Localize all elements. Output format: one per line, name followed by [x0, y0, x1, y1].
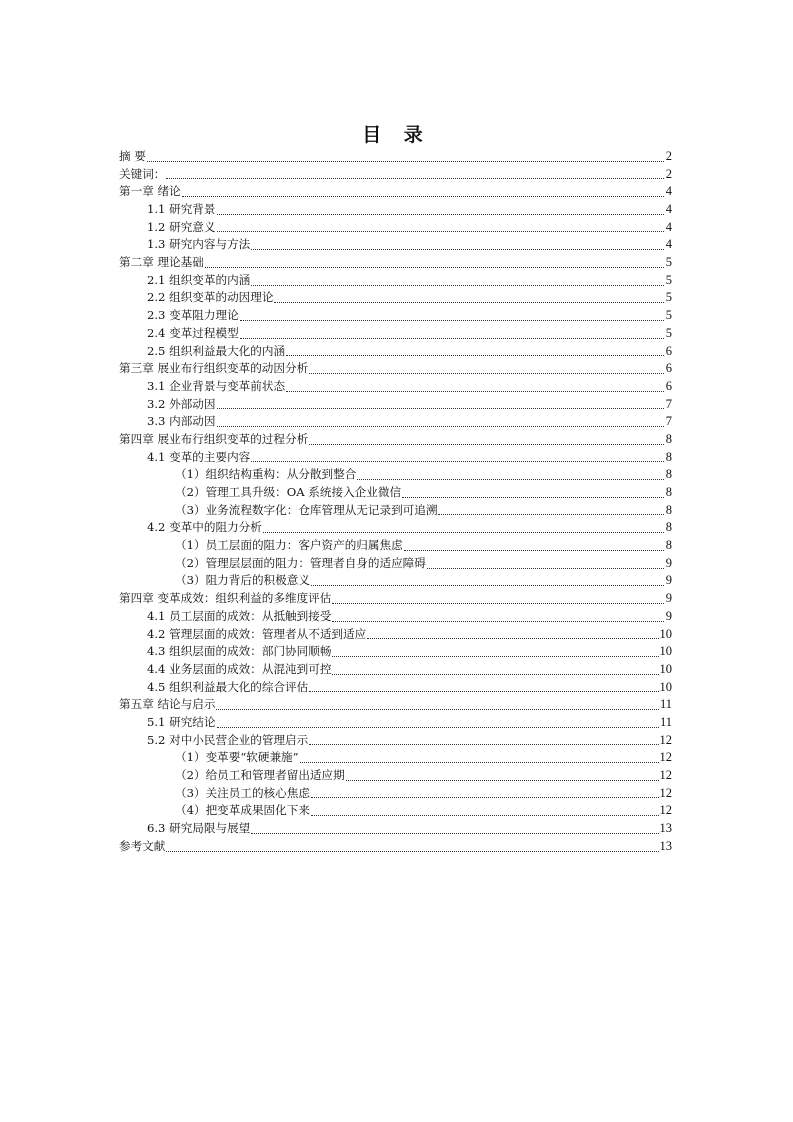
toc-entry-page-number: 8	[665, 520, 672, 535]
toc-entry[interactable]	[119, 484, 672, 502]
toc-entry[interactable]	[119, 838, 672, 856]
toc-entry[interactable]	[119, 201, 672, 219]
toc-entry-label: 3.3 内部动因	[147, 414, 216, 429]
dot-leader	[217, 219, 665, 237]
toc-entry-label: （2）给员工和管理者留出适应期	[175, 768, 345, 783]
dot-leader	[166, 838, 658, 856]
toc-entry[interactable]	[119, 643, 672, 661]
toc-entry-label: 4.1 变革的主要内容	[147, 449, 251, 464]
toc-entry-label: 第四章 展业布行组织变革的过程分析	[119, 431, 309, 446]
toc-title: 目 录	[362, 124, 431, 146]
dot-leader	[332, 608, 664, 626]
toc-entry[interactable]	[119, 325, 672, 343]
toc-entry[interactable]	[119, 555, 672, 573]
toc-entry-page-number: 8	[665, 485, 672, 500]
toc-entry-page-number: 13	[659, 821, 672, 836]
toc-entry-label: 2.5 组织利益最大化的内涵	[147, 343, 286, 358]
toc-entry[interactable]	[119, 431, 672, 449]
toc-entry[interactable]	[119, 290, 672, 308]
toc-entry[interactable]	[119, 166, 672, 184]
toc-entry-page-number: 11	[659, 697, 672, 712]
dot-leader	[147, 148, 664, 166]
toc-entry-page-number: 10	[659, 644, 672, 659]
toc-entry-page-number: 9	[665, 555, 672, 570]
toc-entry-page-number: 7	[665, 396, 672, 411]
toc-entry-page-number: 12	[659, 750, 672, 765]
toc-entry-label: 参考文献	[119, 838, 166, 853]
toc-entry-label: 3.2 外部动因	[147, 396, 216, 411]
toc-entry-page-number: 4	[665, 237, 672, 252]
dot-leader	[309, 431, 664, 449]
toc-entry-page-number: 5	[665, 290, 672, 305]
toc-entry-page-number: 5	[665, 308, 672, 323]
dot-leader	[217, 396, 665, 414]
dot-leader	[309, 732, 658, 750]
toc-entry-page-number: 5	[665, 272, 672, 287]
toc-entry-label: 1.2 研究意义	[147, 219, 216, 234]
toc-entry-label: （1）组织结构重构：从分散到整合	[175, 467, 357, 482]
dot-leader	[367, 626, 658, 644]
toc-entry-page-number: 7	[665, 414, 672, 429]
toc-entry-label: 4.2 变革中的阻力分析	[147, 520, 262, 535]
dot-leader	[332, 643, 658, 661]
toc-entry-page-number: 11	[659, 714, 672, 729]
toc-entry-page-number: 9	[665, 573, 672, 588]
dot-leader	[217, 413, 665, 431]
toc-entry-label: 4.2 管理层面的成效：管理者从不适到适应	[147, 626, 367, 641]
toc-entry-label: 第三章 展业布行组织变革的动因分析	[119, 361, 309, 376]
dot-leader	[251, 820, 658, 838]
toc-entry-label: 摘 要	[119, 148, 146, 163]
dot-leader	[311, 785, 659, 803]
dot-leader	[240, 307, 664, 325]
toc-entry[interactable]	[119, 183, 672, 201]
toc-entry[interactable]	[119, 696, 672, 714]
toc-entry-label: 2.2 组织变革的动因理论	[147, 290, 274, 305]
toc-entry[interactable]	[119, 661, 672, 679]
toc-entry-label: （3）阻力背后的积极意义	[175, 573, 310, 588]
toc-entry-label: （3）关注员工的核心焦虑	[175, 785, 310, 800]
toc-entry-label: 1.1 研究背景	[147, 202, 216, 217]
dot-leader	[274, 290, 664, 308]
toc-entry[interactable]	[119, 502, 672, 520]
toc-entry-page-number: 6	[665, 378, 672, 393]
dot-leader	[263, 519, 664, 537]
toc-entry-page-number: 10	[659, 679, 672, 694]
toc-entry-page-number: 8	[665, 467, 672, 482]
dot-leader	[402, 484, 664, 502]
dot-leader	[205, 254, 664, 272]
toc-entry[interactable]	[119, 519, 672, 537]
toc-entry[interactable]	[119, 537, 672, 555]
toc-entry-page-number: 9	[665, 608, 672, 623]
toc-entry[interactable]	[119, 679, 672, 697]
toc-entry[interactable]	[119, 413, 672, 431]
dot-leader	[166, 166, 664, 184]
toc-entry-label: 6.3 研究局限与展望	[147, 821, 251, 836]
dot-leader	[404, 537, 664, 555]
toc-entry-label: （4）把变革成果固化下来	[175, 803, 310, 818]
dot-leader	[300, 749, 659, 767]
toc-entry-page-number: 2	[665, 166, 672, 181]
dot-leader	[216, 696, 659, 714]
dot-leader	[286, 378, 664, 396]
dot-leader	[251, 236, 664, 254]
dot-leader	[346, 767, 659, 785]
toc-entry[interactable]	[119, 396, 672, 414]
toc-entry[interactable]	[119, 307, 672, 325]
toc-entry[interactable]	[119, 378, 672, 396]
toc-entry-label: 1.3 研究内容与方法	[147, 237, 251, 252]
toc-entry-label: 4.1 员工层面的成效：从抵触到接受	[147, 608, 332, 623]
toc-entry-label: 关键词：	[119, 166, 166, 181]
toc-entry-label: 5.1 研究结论	[147, 714, 216, 729]
toc-entry-label: （2）管理层层面的阻力：管理者自身的适应障碍	[175, 555, 426, 570]
toc-entry-page-number: 12	[659, 803, 672, 818]
toc-entry-page-number: 5	[665, 255, 672, 270]
dot-leader	[182, 183, 664, 201]
toc-entry[interactable]	[119, 254, 672, 272]
toc-entry-page-number: 12	[659, 768, 672, 783]
toc-entry[interactable]	[119, 714, 672, 732]
toc-entry[interactable]	[119, 802, 672, 820]
table-of-contents	[119, 148, 672, 856]
toc-entry-page-number: 4	[665, 184, 672, 199]
toc-entry-label: （3）业务流程数字化：仓库管理从无记录到可追溯	[175, 502, 438, 517]
toc-entry-label: （2）管理工具升级：OA 系统接入企业微信	[175, 485, 402, 500]
toc-entry-page-number: 4	[665, 202, 672, 217]
dot-leader	[251, 272, 664, 290]
dot-leader	[427, 555, 664, 573]
toc-entry-label: （1）变革要“软硬兼施”	[175, 750, 299, 765]
toc-entry[interactable]	[119, 626, 672, 644]
toc-entry-page-number: 8	[665, 502, 672, 517]
toc-entry-page-number: 12	[659, 785, 672, 800]
toc-entry-page-number: 9	[665, 591, 672, 606]
toc-entry-label: 第一章 绪论	[119, 184, 181, 199]
dot-leader	[251, 449, 664, 467]
dot-leader	[357, 466, 664, 484]
toc-entry[interactable]	[119, 219, 672, 237]
toc-entry[interactable]	[119, 236, 672, 254]
toc-entry-label: 5.2 对中小民营企业的管理启示	[147, 732, 309, 747]
toc-entry-label: 4.4 业务层面的成效：从混沌到可控	[147, 661, 332, 676]
toc-entry-page-number: 8	[665, 449, 672, 464]
toc-entry[interactable]	[119, 466, 672, 484]
toc-entry[interactable]	[119, 767, 672, 785]
toc-entry[interactable]	[119, 360, 672, 378]
toc-entry-page-number: 13	[659, 838, 672, 853]
toc-entry[interactable]	[119, 590, 672, 608]
toc-entry-label: 第二章 理论基础	[119, 255, 204, 270]
toc-entry[interactable]	[119, 148, 672, 166]
toc-entry-page-number: 4	[665, 219, 672, 234]
toc-entry-label: 4.3 组织层面的成效：部门协同顺畅	[147, 644, 332, 659]
dot-leader	[438, 502, 664, 520]
dot-leader	[332, 661, 658, 679]
toc-entry-page-number: 6	[665, 361, 672, 376]
toc-entry-label: 4.5 组织利益最大化的综合评估	[147, 679, 309, 694]
toc-entry-label: 2.1 组织变革的内涵	[147, 272, 251, 287]
toc-entry[interactable]	[119, 449, 672, 467]
dot-leader	[240, 325, 664, 343]
dot-leader	[311, 573, 664, 591]
toc-entry-page-number: 8	[665, 538, 672, 553]
dot-leader	[217, 201, 665, 219]
dot-leader	[332, 590, 664, 608]
toc-entry-page-number: 8	[665, 431, 672, 446]
toc-entry-page-number: 10	[659, 626, 672, 641]
toc-entry-label: 2.4 变革过程模型	[147, 325, 239, 340]
toc-entry-page-number: 12	[659, 732, 672, 747]
dot-leader	[311, 802, 659, 820]
dot-leader	[309, 360, 664, 378]
toc-entry[interactable]	[119, 749, 672, 767]
dot-leader	[217, 714, 659, 732]
toc-entry-label: 2.3 变革阻力理论	[147, 308, 239, 323]
toc-entry[interactable]	[119, 343, 672, 361]
dot-leader	[286, 343, 664, 361]
toc-entry-page-number: 5	[665, 325, 672, 340]
toc-entry-page-number: 6	[665, 343, 672, 358]
toc-entry-page-number: 10	[659, 661, 672, 676]
toc-entry-label: 3.1 企业背景与变革前状态	[147, 378, 286, 393]
toc-entry[interactable]	[119, 608, 672, 626]
toc-entry-label: 第五章 结论与启示	[119, 697, 216, 712]
toc-entry[interactable]	[119, 732, 672, 750]
dot-leader	[309, 679, 658, 697]
toc-entry[interactable]	[119, 820, 672, 838]
toc-entry[interactable]	[119, 785, 672, 803]
toc-entry-label: （1）员工层面的阻力：客户资产的归属焦虑	[175, 538, 403, 553]
toc-entry[interactable]	[119, 573, 672, 591]
toc-entry-page-number: 2	[665, 148, 672, 163]
toc-entry[interactable]	[119, 272, 672, 290]
toc-entry-label: 第四章 变革成效：组织利益的多维度评估	[119, 591, 332, 606]
